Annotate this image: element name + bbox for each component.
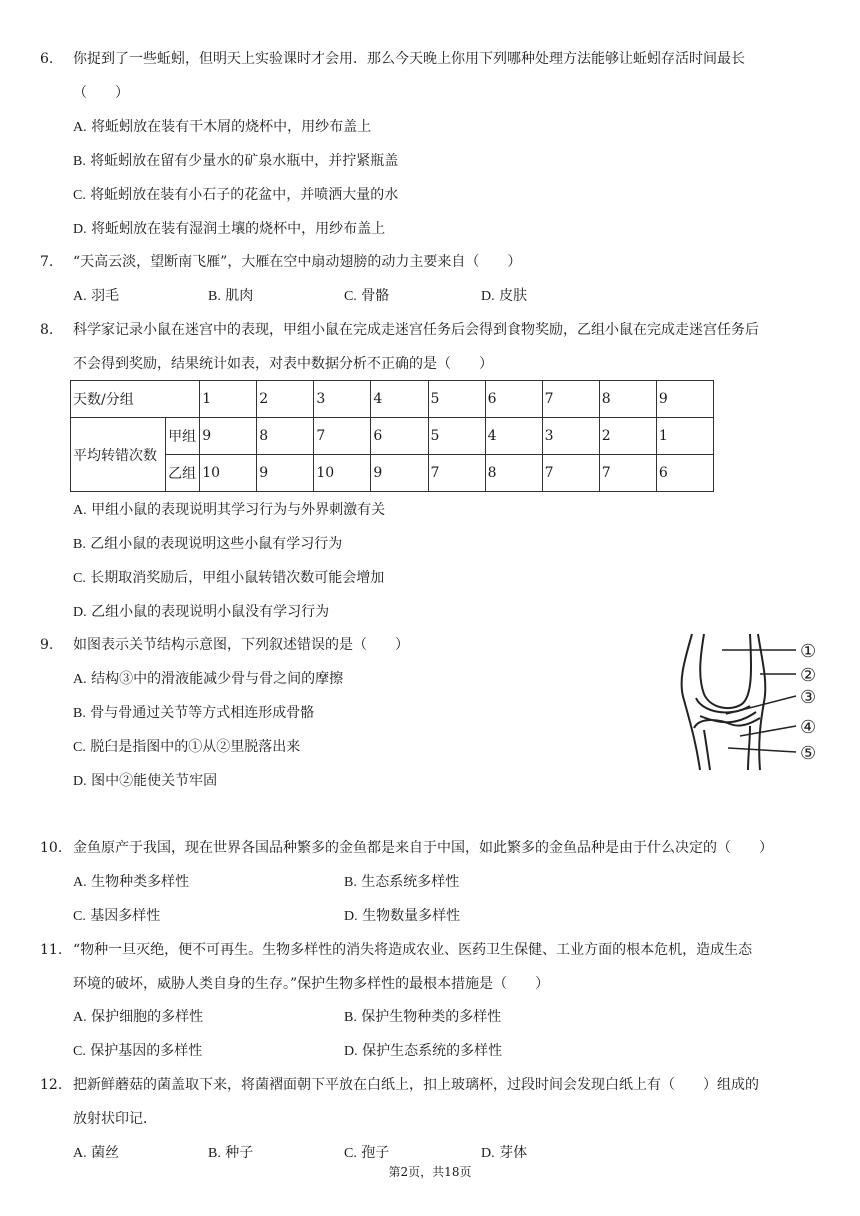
table-cell: 6 bbox=[485, 381, 542, 418]
option-b[interactable]: B. 保护生物种类的多样性 bbox=[344, 1009, 502, 1025]
data-table bbox=[70, 380, 714, 492]
option-d[interactable]: D. 图中②能使关节牢固 bbox=[73, 773, 218, 789]
table-cell: 9 bbox=[257, 455, 314, 492]
option-b[interactable]: B. 生态系统多样性 bbox=[344, 874, 460, 890]
option-d[interactable]: D. 保护生态系统的多样性 bbox=[344, 1043, 503, 1059]
option-c[interactable]: C. 长期取消奖励后，甲组小鼠转错次数可能会增加 bbox=[73, 570, 385, 586]
question-stem-line2: 放射状印记． bbox=[73, 1111, 157, 1127]
question-stem-line2: 不会得到奖励，结果统计如表，对表中数据分析不正确的是（ ） bbox=[73, 356, 493, 372]
label-4: ④ bbox=[800, 717, 817, 738]
question-stem: 把新鲜蘑菇的菌盖取下来，将菌褶面朝下平放在白纸上，扣上玻璃杯，过段时间会发现白纸上有（ ）组成的 bbox=[73, 1077, 759, 1093]
question-stem: 如图表示关节结构示意图，下列叙述错误的是（ ） bbox=[73, 637, 409, 653]
table-cell: 10 bbox=[314, 455, 371, 492]
question-stem: 你捉到了一些蚯蚓，但明天上实验课时才会用．那么今天晚上你用下列哪种处理方法能够让蚯蚓存活时间最长 bbox=[73, 51, 745, 67]
table-cell: 4 bbox=[371, 381, 428, 418]
table-cell: 1 bbox=[200, 381, 257, 418]
option-d[interactable]: D. 将蚯蚓放在装有湿润土壤的烧杯中，用纱布盖上 bbox=[73, 221, 386, 237]
table-cell: 2 bbox=[257, 381, 314, 418]
option-a[interactable]: A. 生物种类多样性 bbox=[73, 874, 190, 890]
table-row bbox=[71, 455, 714, 492]
table-cell: 7 bbox=[542, 381, 599, 418]
joint-structure-diagram bbox=[670, 632, 830, 772]
table-cell: 5 bbox=[428, 418, 485, 455]
option-a[interactable]: A. 菌丝 bbox=[73, 1145, 120, 1161]
option-c[interactable]: C. 基因多样性 bbox=[73, 908, 161, 924]
table-cell: 3 bbox=[314, 381, 371, 418]
table-cell: 8 bbox=[257, 418, 314, 455]
table-cell: 8 bbox=[485, 455, 542, 492]
question-number: 7. bbox=[40, 254, 54, 270]
option-c[interactable]: C. 将蚯蚓放在装有小石子的花盆中，并喷洒大量的水 bbox=[73, 187, 399, 203]
question-number: 6. bbox=[40, 51, 54, 67]
option-c[interactable]: C. 孢子 bbox=[344, 1145, 390, 1161]
question-number: 8. bbox=[40, 322, 54, 338]
table-cell: 9 bbox=[371, 455, 428, 492]
table-cell: 7 bbox=[428, 455, 485, 492]
table-cell: 3 bbox=[542, 418, 599, 455]
question-stem: “物种一旦灭绝，便不可再生。生物多样性的消失将造成农业、医药卫生保健、工业方面的根本危机，造成生态 bbox=[73, 942, 753, 958]
question-number: 12. bbox=[40, 1077, 63, 1093]
question-stem: “天高云淡，望断南飞雁”，大雁在空中扇动翅膀的动力主要来自（ ） bbox=[73, 254, 522, 270]
option-a[interactable]: A. 保护细胞的多样性 bbox=[73, 1009, 204, 1025]
option-a[interactable]: A. 羽毛 bbox=[73, 288, 120, 304]
row-label: 甲组 bbox=[166, 418, 200, 455]
question-number: 11. bbox=[40, 942, 63, 958]
table-cell: 1 bbox=[656, 418, 713, 455]
label-3: ③ bbox=[800, 687, 817, 708]
option-d[interactable]: D. 芽体 bbox=[481, 1145, 528, 1161]
option-b[interactable]: B. 肌肉 bbox=[208, 288, 254, 304]
option-c[interactable]: C. 保护基因的多样性 bbox=[73, 1043, 203, 1059]
option-b[interactable]: B. 种子 bbox=[208, 1145, 254, 1161]
option-d[interactable]: D. 皮肤 bbox=[481, 288, 528, 304]
question-number: 10. bbox=[40, 840, 63, 856]
table-cell: 7 bbox=[542, 455, 599, 492]
table-cell: 6 bbox=[656, 455, 713, 492]
table-cell: 6 bbox=[371, 418, 428, 455]
row-group-label: 平均转错次数 bbox=[71, 418, 166, 492]
table-header-label: 天数/分组 bbox=[71, 381, 200, 418]
table-cell: 7 bbox=[314, 418, 371, 455]
label-1: ① bbox=[800, 641, 817, 662]
table-header-row bbox=[71, 381, 714, 418]
page-footer: 第2页，共18页 bbox=[388, 1165, 472, 1179]
question-stem-line2: （ ） bbox=[73, 85, 129, 101]
table-cell: 4 bbox=[485, 418, 542, 455]
option-c[interactable]: C. 脱臼是指图中的①从②里脱落出来 bbox=[73, 739, 301, 755]
option-b[interactable]: B. 将蚯蚓放在留有少量水的矿泉水瓶中，并拧紧瓶盖 bbox=[73, 153, 399, 169]
table-cell: 8 bbox=[599, 381, 656, 418]
table-cell: 7 bbox=[599, 455, 656, 492]
option-a[interactable]: A. 甲组小鼠的表现说明其学习行为与外界刺激有关 bbox=[73, 502, 386, 518]
table-cell: 9 bbox=[656, 381, 713, 418]
question-number: 9. bbox=[40, 637, 54, 653]
table-row bbox=[71, 418, 714, 455]
option-a[interactable]: A. 结构③中的滑液能减少骨与骨之间的摩擦 bbox=[73, 671, 344, 687]
option-a[interactable]: A. 将蚯蚓放在装有干木屑的烧杯中，用纱布盖上 bbox=[73, 119, 372, 135]
table-cell: 9 bbox=[200, 418, 257, 455]
question-stem-line2: 环境的破坏，威胁人类自身的生存。”保护生物多样性的最根本措施是（ ） bbox=[73, 976, 550, 992]
row-label: 乙组 bbox=[166, 455, 200, 492]
question-stem: 科学家记录小鼠在迷宫中的表现，甲组小鼠在完成走迷宫任务后会得到食物奖励，乙组小鼠在完成走迷宫任务后 bbox=[73, 322, 759, 338]
table-cell: 10 bbox=[200, 455, 257, 492]
option-c[interactable]: C. 骨骼 bbox=[344, 288, 390, 304]
upper-bone-head bbox=[700, 634, 751, 708]
question-stem: 金鱼原产于我国，现在世界各国品种繁多的金鱼都是来自于中国，如此繁多的金鱼品种是由于什么决定的（ ） bbox=[73, 840, 773, 856]
table-cell: 2 bbox=[599, 418, 656, 455]
option-b[interactable]: B. 骨与骨通过关节等方式相连形成骨骼 bbox=[73, 705, 315, 721]
label-5: ⑤ bbox=[800, 743, 817, 764]
table-cell: 5 bbox=[428, 381, 485, 418]
option-d[interactable]: D. 乙组小鼠的表现说明小鼠没有学习行为 bbox=[73, 604, 330, 620]
label-2: ② bbox=[800, 665, 817, 686]
option-d[interactable]: D. 生物数量多样性 bbox=[344, 908, 461, 924]
option-b[interactable]: B. 乙组小鼠的表现说明这些小鼠有学习行为 bbox=[73, 536, 343, 552]
